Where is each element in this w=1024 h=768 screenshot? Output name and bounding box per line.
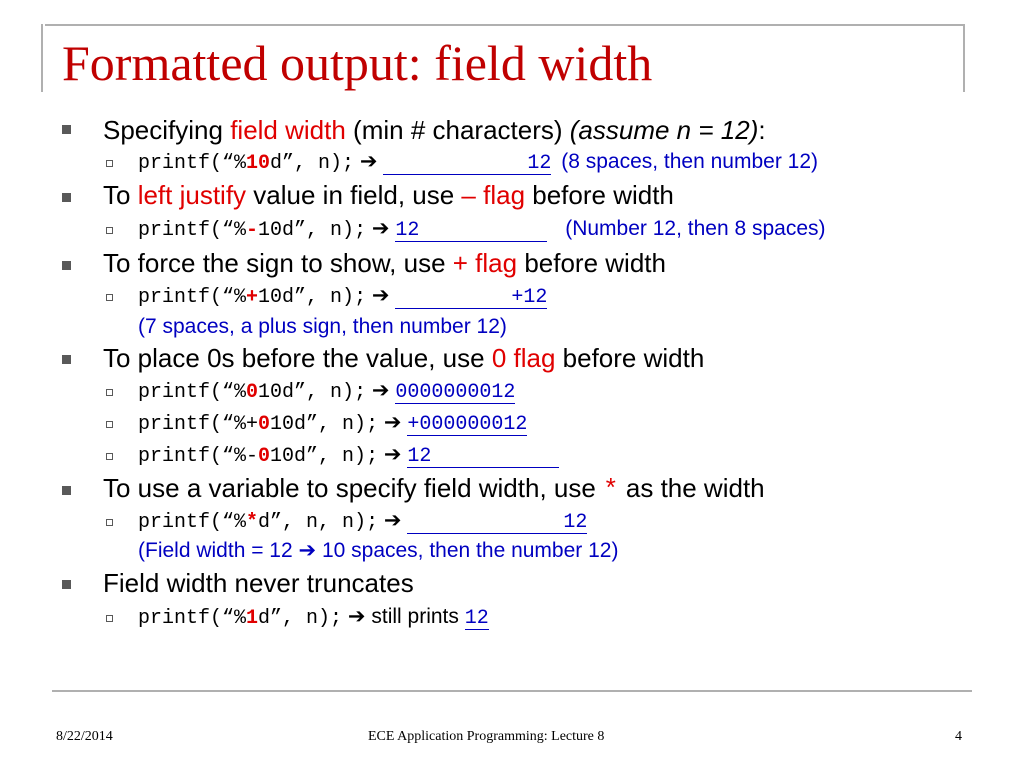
- example-width-1: printf(“%1d”, n); ➔ still prints 12: [138, 605, 489, 630]
- sub-bullet-marker: [106, 389, 113, 396]
- title-frame-left: [41, 24, 43, 92]
- arrow-icon: ➔: [347, 605, 366, 628]
- example-note: (7 spaces, a plus sign, then number 12): [138, 315, 507, 338]
- field-width-term: field width: [230, 115, 346, 145]
- example-variable-width: printf(“%*d”, n, n); ➔ 12: [138, 509, 588, 534]
- footer-page-number: 4: [955, 729, 962, 744]
- title-frame-top: [45, 24, 965, 26]
- example-note: (Number 12, then 8 spaces): [565, 217, 826, 240]
- output-sample: +12: [395, 287, 547, 309]
- output-sample: +000000012: [407, 413, 528, 436]
- sub-bullet-marker: [106, 519, 113, 526]
- output-sample: 12: [407, 446, 559, 468]
- arrow-icon: ➔: [371, 217, 390, 240]
- bullet-marker: [62, 125, 71, 134]
- output-sample: 12: [407, 512, 587, 534]
- bullet-zero-flag: To place 0s before the value, use 0 flag before width: [103, 343, 705, 373]
- sub-bullet-marker: [106, 160, 113, 167]
- example-zero-flag: printf(“%010d”, n); ➔ 0000000012: [138, 379, 516, 404]
- example-note: (8 spaces, then number 12): [561, 150, 819, 173]
- bullet-marker: [62, 193, 71, 202]
- output-sample: 12: [395, 220, 547, 242]
- arrow-icon: ➔: [371, 284, 390, 307]
- bullet-variable-width: To use a variable to specify field width, use * as the width: [103, 473, 765, 505]
- asterisk-symbol: *: [603, 475, 619, 505]
- arrow-icon: ➔: [383, 509, 402, 532]
- example-left-justify: printf(“%-10d”, n); ➔ 12 (Number 12, then 8 spaces): [138, 217, 826, 242]
- sub-bullet-marker: [106, 453, 113, 460]
- bullet-left-justify: To left justify value in field, use – flag before width: [103, 180, 674, 210]
- bullet-force-sign: To force the sign to show, use + flag before width: [103, 248, 666, 278]
- arrow-icon: ➔: [383, 411, 402, 434]
- example-plus-zero-flag: printf(“%+010d”, n); ➔ +000000012: [138, 411, 528, 436]
- bullet-specifying-field-width: Specifying field width (min # characters) (assume n = 12):: [103, 115, 766, 145]
- footer-divider: [52, 690, 972, 692]
- slide-title: Formatted output: field width: [62, 35, 653, 91]
- bullet-never-truncates: Field width never truncates: [103, 568, 414, 598]
- sub-bullet-marker: [106, 615, 113, 622]
- output-sample: 0000000012: [395, 381, 516, 404]
- bullet-marker: [62, 355, 71, 364]
- arrow-icon: ➔: [359, 150, 378, 173]
- footer-date: 8/22/2014: [56, 729, 113, 744]
- bullet-marker: [62, 261, 71, 270]
- example-width-10: printf(“%10d”, n); ➔ 12 (8 spaces, then number 12): [138, 150, 819, 175]
- bullet-marker: [62, 580, 71, 589]
- title-frame-right: [963, 24, 965, 92]
- footer-course: ECE Application Programming: Lecture 8: [368, 729, 605, 744]
- arrow-icon: ➔: [383, 443, 402, 466]
- output-sample: 12: [464, 607, 489, 630]
- arrow-icon: ➔: [298, 539, 317, 562]
- sub-bullet-marker: [106, 294, 113, 301]
- sub-bullet-marker: [106, 421, 113, 428]
- bullet-marker: [62, 486, 71, 495]
- sub-bullet-marker: [106, 227, 113, 234]
- example-plus-flag: printf(“%+10d”, n); ➔ +12: [138, 284, 548, 309]
- output-sample: 12: [383, 153, 551, 175]
- example-note: (Field width = 12 ➔ 10 spaces, then the number 12): [138, 539, 619, 562]
- example-minus-zero-flag: printf(“%-010d”, n); ➔ 12: [138, 444, 559, 468]
- arrow-icon: ➔: [371, 379, 390, 402]
